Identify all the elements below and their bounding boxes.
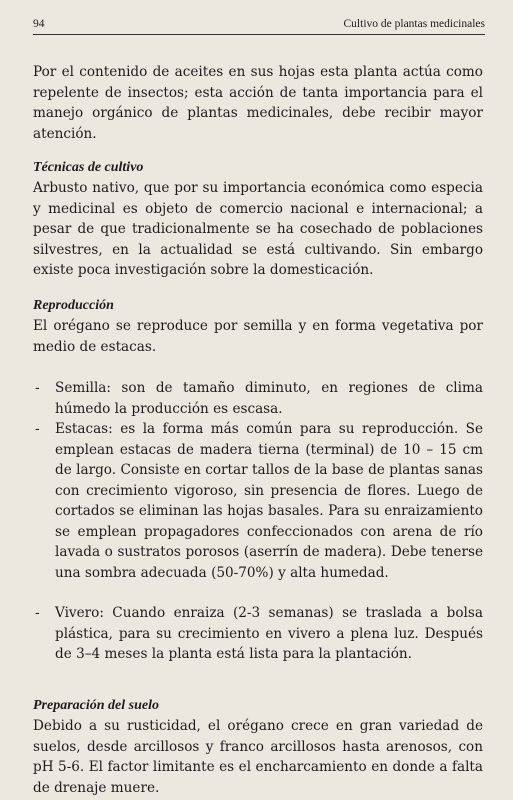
intro-paragraph: Por el contenido de aceites en sus hojas esta planta actúa como repelente de insectos; esta acción de tanta importancia para el manejo orgánico de plantas medicinales, debe recibir mayor atención. [33, 64, 483, 142]
bullet-list-estacas [33, 419, 483, 583]
running-title: Cultivo de plantas medicinales [343, 18, 485, 30]
list-item [33, 419, 483, 583]
list-item-text: Vivero: Cuando enraiza (2-3 semanas) se traslada a bolsa plástica, para su crecimiento en vivero a plena luz. Después de 3–4 meses la planta está lista para la plantación. [55, 605, 483, 662]
bullet-list-semilla [33, 378, 483, 419]
section-paragraph-preparacion: Debido a su rusticidad, el orégano crece en gran variedad de suelos, desde arcillosos y franco arcillosos hasta arenosos, con pH 5-6. El factor limitante es el encharcamiento en donde a falta de drenaje muere. [33, 718, 483, 796]
section-paragraph-reproduccion: El orégano se reproduce por semilla y en forma vegetativa por medio de estacas. [33, 318, 483, 355]
dash-marker: - [35, 605, 40, 621]
dash-marker: - [35, 421, 40, 437]
running-header [33, 14, 485, 35]
section-heading-reproduccion: Reproducción [33, 298, 114, 313]
page-number: 94 [33, 18, 45, 30]
section-heading-preparacion: Preparación del suelo [33, 698, 159, 713]
list-item [33, 378, 483, 419]
section-paragraph-tecnicas: Arbusto nativo, que por su importancia económica como especia y medicinal es objeto de comercio nacional e internacional; a pesar de que tradicionalmente se ha cosechado de poblaciones silvestres, en la actualidad se está cultivando. Sin embargo existe poca investigación sobre la domesticación. [33, 180, 483, 278]
list-item-text: Estacas: es la forma más común para su reproducción. Se emplean estacas de madera tierna (terminal) de 10 – 15 cm de largo. Consiste en cortar tallos de la base de plantas sanas con crecimiento vigoroso, sin presencia de flores. Luego de cortados se eliminan las hojas basales. Para su enraizamiento se emplean propagadores confeccionados con arena de río lavada o sustratos porosos (aserrín de madera). Debe tenerse una sombra adecuada (50-70%) y alta humedad. [55, 421, 483, 581]
intro-paragraph-block [33, 62, 483, 144]
section-tecnicas-de-cultivo [33, 158, 483, 281]
list-item [33, 603, 483, 665]
bullet-list-vivero [33, 603, 483, 665]
section-preparacion-del-suelo [33, 696, 483, 798]
dash-marker: - [35, 380, 40, 396]
list-item-text: Semilla: son de tamaño diminuto, en regiones de clima húmedo la producción es escasa. [55, 380, 483, 417]
section-reproduccion [33, 296, 483, 357]
section-heading-tecnicas: Técnicas de cultivo [33, 160, 144, 175]
